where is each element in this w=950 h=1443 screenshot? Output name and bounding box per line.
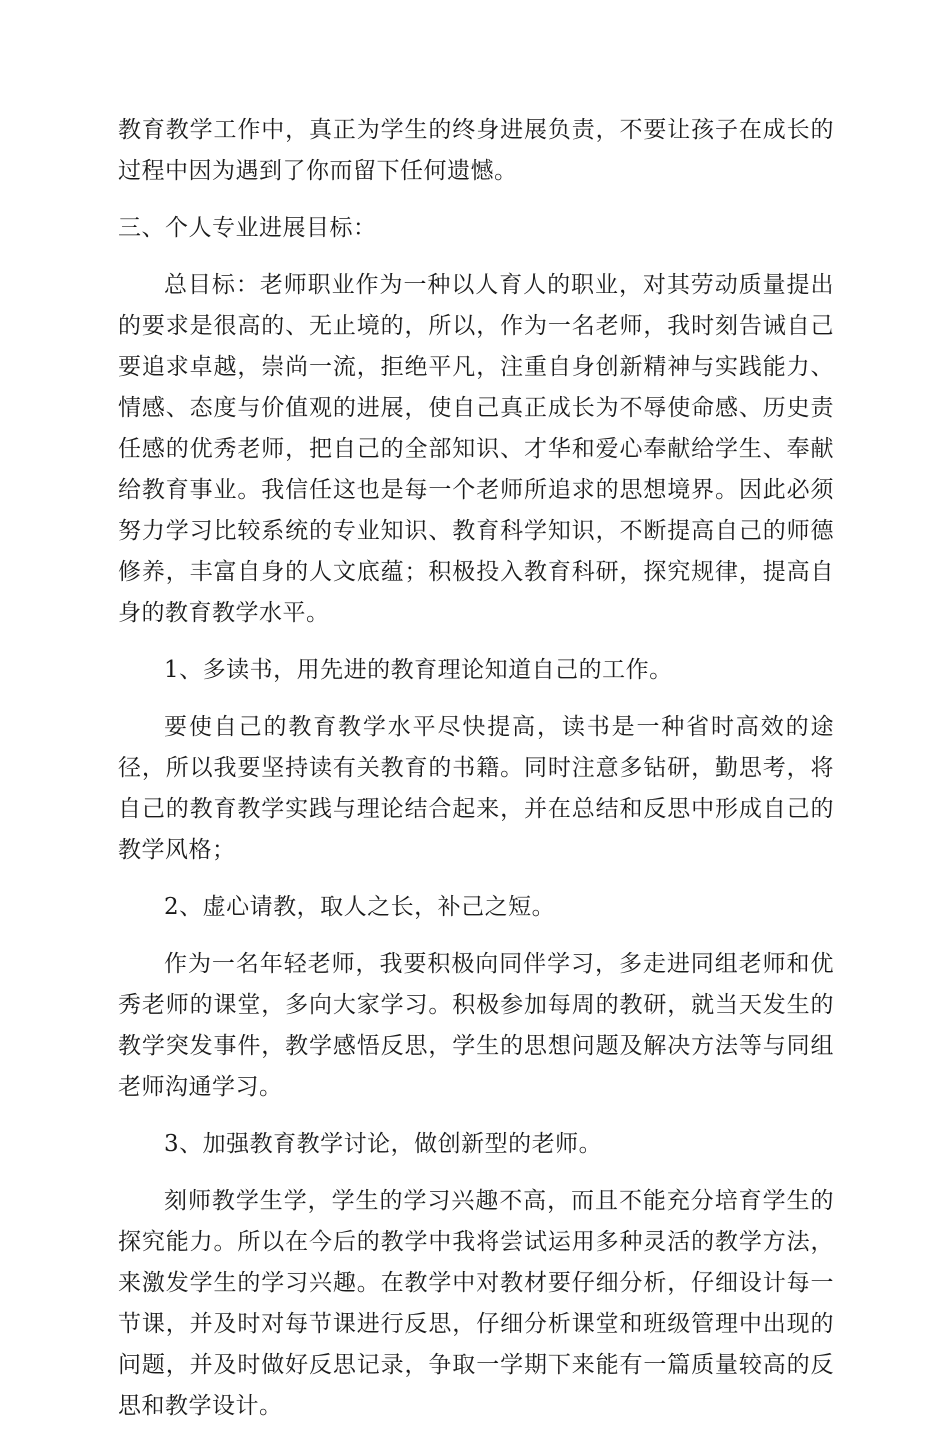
paragraph-learning: 作为一名年轻老师，我要积极向同伴学习，多走进同组老师和优秀老师的课堂，多向大家学习。积极参加每周的教研，就当天发生的教学突发事件，教学感悟反思，学生的思想问题及解决方法等与同组老师沟通学习。: [118, 951, 834, 1100]
paragraph-research: 刻师教学生学，学生的学习兴趣不高，而且不能充分培育学生的探究能力。所以在今后的教学中我将尝试运用多种灵活的教学方法，来激发学生的学习兴趣。在教学中对教材要仔细分析，仔细设计每一节课，并及时对每节课进行反思，仔细分析课堂和班级管理中出现的问题，并及时做好反思记录，争取一学期下来能有一篇质量较高的反思和教学设计。: [118, 1188, 834, 1419]
subheading-reading: 1、多读书，用先进的教育理论知道自己的工作。: [164, 657, 673, 683]
subheading-learning: 2、虚心请教，取人之长，补己之短。: [164, 894, 556, 920]
paragraph-overall-goal: 总目标：老师职业作为一种以人育人的职业，对其劳动质量提出的要求是很高的、无止境的，所以，作为一名老师，我时刻告诫自己要追求卓越，崇尚一流，拒绝平凡，注重自身创新精神与实践能力、情感、态度与价值观的进展，使自己真正成长为不辱使命感、历史责任感的优秀老师，把自己的全部知识、才华和爱心奉献给学生、奉献给教育事业。我信任这也是每一个老师所追求的思想境界。因此必须努力学习比较系统的专业知识、教育科学知识，不断提高自己的师德修养，丰富自身的人文底蕴；积极投入教育科研，探究规律，提高自身的教育教学水平。: [118, 272, 834, 626]
paragraph-continuation: 教育教学工作中，真正为学生的终身进展负责，不要让孩子在成长的过程中因为遇到了你而留下任何遗憾。: [118, 117, 834, 184]
section-heading: 三、个人专业进展目标：: [118, 215, 377, 241]
paragraph-reading: 要使自己的教育教学水平尽快提高，读书是一种省时高效的途径，所以我要坚持读有关教育的书籍。同时注意多钻研，勤思考，将自己的教育教学实践与理论结合起来，并在总结和反思中形成自己的教学风格；: [118, 714, 834, 863]
document-body: [118, 110, 834, 1443]
subheading-research: 3、加强教育教学讨论，做创新型的老师。: [164, 1131, 603, 1157]
